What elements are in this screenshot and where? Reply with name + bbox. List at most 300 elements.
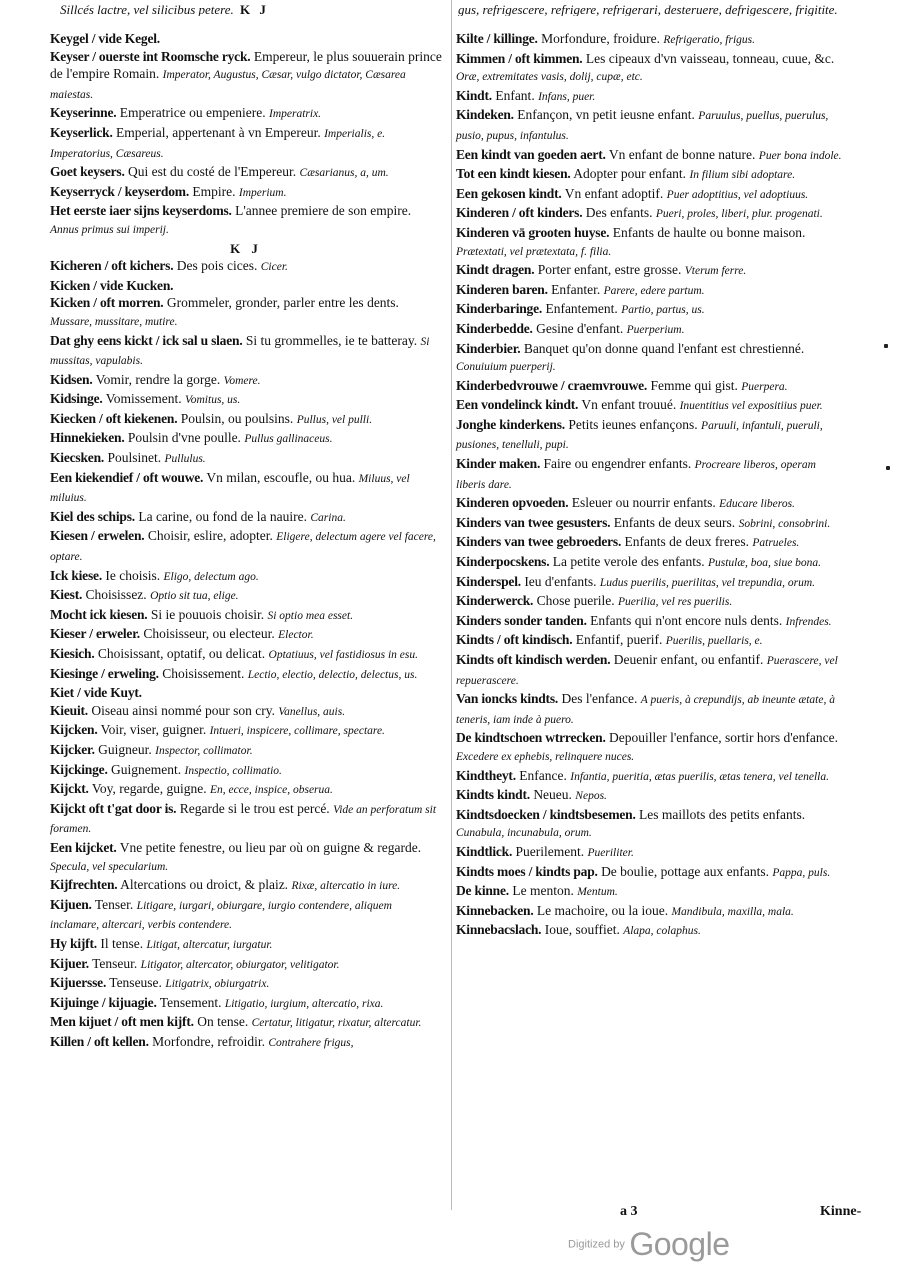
entry-headword: Kiel des schips. bbox=[50, 508, 135, 524]
entry-headword: Kijuen. bbox=[50, 896, 92, 912]
dictionary-entry bbox=[50, 741, 442, 761]
dictionary-entry bbox=[50, 625, 442, 645]
entry-french: Des pois cices. bbox=[176, 258, 258, 274]
entry-latin: Excedere ex ephebis, relinquere nuces. bbox=[456, 750, 635, 763]
entry-headword: Kinnebacken. bbox=[456, 902, 534, 918]
dictionary-entry bbox=[50, 994, 442, 1014]
dictionary-entry bbox=[456, 396, 848, 416]
dictionary-entry bbox=[456, 806, 848, 843]
entry-french: Emperatrice ou empeniere. bbox=[119, 105, 266, 121]
entry-latin: Puer adoptitius, vel adoptiuus. bbox=[666, 188, 809, 201]
entry-headword: Kinderen / oft kinders. bbox=[456, 205, 583, 221]
entry-headword: Keyserlick. bbox=[50, 124, 113, 140]
entry-french: Si ie pouuois choisir. bbox=[150, 606, 265, 622]
dictionary-entry bbox=[456, 882, 848, 902]
entry-headword: Kinderbedvrouwe / craemvrouwe. bbox=[456, 377, 648, 393]
dictionary-entry bbox=[456, 340, 848, 377]
entry-french: Le menton. bbox=[512, 883, 574, 899]
entry-headword: Een kindt van goeden aert. bbox=[456, 146, 606, 162]
dictionary-entry bbox=[50, 606, 442, 626]
entry-headword: Kinder maken. bbox=[456, 456, 541, 472]
entry-french: Femme qui gist. bbox=[650, 377, 738, 393]
entry-french: Enfantement. bbox=[545, 301, 618, 317]
dictionary-entry bbox=[50, 277, 442, 295]
entry-latin: Parere, edere partum. bbox=[603, 284, 705, 297]
entry-french: Porter enfant, estre grosse. bbox=[537, 262, 682, 278]
entry-latin: Cicer. bbox=[260, 261, 288, 274]
dictionary-entry bbox=[456, 261, 848, 281]
entry-headword: Kinderen opvoeden. bbox=[456, 495, 569, 511]
entry-french: Le machoire, ou la ioue. bbox=[536, 902, 669, 918]
entry-french: Poulsinet. bbox=[107, 450, 162, 466]
entry-latin: Certatur, litigatur, rixatur, altercatur. bbox=[251, 1017, 422, 1030]
entry-headword: Keyser / ouerste int Roomsche ryck. bbox=[50, 48, 251, 64]
dictionary-entry bbox=[456, 320, 848, 340]
entry-headword: Jonghe kinderkens. bbox=[456, 416, 565, 432]
entry-french: Grommeler, gronder, parler entre les dents. bbox=[166, 295, 399, 311]
entry-latin: Pueri, proles, liberi, plur. progenati. bbox=[655, 208, 823, 221]
entry-headword: Kilte / killinge. bbox=[456, 31, 538, 46]
dictionary-entry bbox=[50, 469, 442, 508]
entry-french: Guigneur. bbox=[98, 741, 152, 757]
entry-latin: Mentum. bbox=[577, 886, 618, 899]
dictionary-entry bbox=[50, 332, 442, 371]
entry-latin: Pustulæ, boa, siue bona. bbox=[707, 557, 822, 570]
entry-latin: Optatiuus, vel fastidiosus in esu. bbox=[268, 649, 419, 661]
entry-headword: Kijuinge / kijuagie. bbox=[50, 994, 157, 1010]
dictionary-entry bbox=[456, 106, 848, 145]
entry-latin: Pullulus. bbox=[164, 453, 206, 466]
entry-latin: Optio sit tua, elige. bbox=[150, 590, 239, 603]
entry-french: Petits ieunes enfançons. bbox=[568, 416, 698, 432]
entry-latin: Annus primus sui imperij. bbox=[50, 223, 169, 236]
entry-latin: Rixæ, altercatio in iure. bbox=[291, 880, 401, 893]
entry-french: Enfantif, puerif. bbox=[575, 632, 663, 648]
entry-french: Adopter pour enfant. bbox=[573, 166, 687, 182]
dictionary-entry bbox=[50, 202, 442, 239]
dictionary-entry bbox=[50, 163, 442, 183]
entry-latin: Puer bona indole. bbox=[758, 149, 842, 162]
entry-latin: Cunabula, incunabula, orum. bbox=[456, 827, 592, 840]
entry-headword: Kinderspel. bbox=[456, 573, 521, 589]
entry-latin: Vterum ferre. bbox=[684, 265, 747, 278]
entry-latin: Vomitus, us. bbox=[185, 394, 241, 407]
entry-french: Enfants de haulte ou bonne maison. bbox=[612, 224, 806, 240]
entry-latin: En, ecce, inspice, obserua. bbox=[209, 784, 333, 797]
entry-french: Chose puerile. bbox=[536, 593, 615, 609]
entry-latin: Infrendes. bbox=[785, 615, 832, 628]
entry-french: Depouiller l'enfance, sortir hors d'enfance. bbox=[609, 730, 839, 746]
entry-french: Tensement. bbox=[159, 994, 222, 1010]
entry-latin: Litigat, altercatur, iurgatur. bbox=[146, 938, 273, 951]
dictionary-entry bbox=[456, 377, 848, 397]
entry-latin: Lectio, electio, delectio, delectus, us. bbox=[247, 668, 418, 681]
dictionary-entry bbox=[50, 974, 442, 994]
dictionary-entry bbox=[50, 780, 442, 800]
entry-french: Vn enfant de bonne nature. bbox=[608, 146, 756, 162]
entry-headword: Kimmen / oft kimmen. bbox=[456, 50, 583, 66]
entry-french: Ieu d'enfants. bbox=[524, 573, 597, 589]
entry-headword: Kieuit. bbox=[50, 702, 88, 718]
entry-french: Enfance. bbox=[519, 767, 567, 783]
entry-latin: Imperialis, e. Imperatorius, Cæsareus. bbox=[50, 127, 386, 160]
dictionary-entry bbox=[456, 553, 848, 573]
entry-headword: Kindts oft kindisch werden. bbox=[456, 652, 611, 667]
entry-headword: Een gekosen kindt. bbox=[456, 185, 562, 201]
entry-headword: Kicheren / oft kichers. bbox=[50, 258, 174, 274]
entry-french: Choisissement. bbox=[162, 665, 245, 681]
entry-latin: Paruuli, infantuli, pueruli, pusiones, tenelluli, pupi. bbox=[456, 419, 823, 452]
entry-headword: Kinderen vā grooten huyse. bbox=[456, 224, 610, 240]
entry-latin: Contrahere frigus, bbox=[268, 1036, 354, 1049]
entry-french: Empire. bbox=[192, 183, 236, 199]
entry-headword: Kijcken. bbox=[50, 722, 98, 738]
entry-headword: Kiesich. bbox=[50, 646, 95, 661]
dictionary-entry bbox=[50, 702, 442, 722]
dictionary-entry bbox=[50, 896, 442, 935]
entry-latin: Eligo, delectum ago. bbox=[163, 570, 259, 583]
dictionary-entry bbox=[50, 410, 442, 430]
dictionary-entry bbox=[456, 921, 848, 941]
entry-latin: A pueris, à crepundijs, ab ineunte ætate, à teneris, iam inde à puero. bbox=[456, 694, 835, 726]
entry-latin: Ludus puerilis, puerilitas, vel trepundia, orum. bbox=[599, 576, 816, 589]
entry-latin: Litigatio, iurgium, altercatio, rixa. bbox=[224, 997, 384, 1010]
entry-latin: Conuiuium puerperij. bbox=[456, 361, 556, 374]
entry-latin: Prætextati, vel prætextata, f. filia. bbox=[456, 245, 612, 258]
dictionary-entry bbox=[50, 567, 442, 587]
dictionary-entry bbox=[456, 863, 848, 883]
dictionary-entry bbox=[50, 876, 442, 896]
dictionary-entry bbox=[50, 508, 442, 528]
entry-french: Altercations ou droict, & plaiz. bbox=[120, 877, 289, 893]
entry-headword: Kinderbedde. bbox=[456, 320, 533, 336]
entry-headword: Kindts kindt. bbox=[456, 787, 530, 803]
entry-french: Voir, viser, guigner. bbox=[100, 722, 207, 738]
entry-headword: Kijuer. bbox=[50, 955, 89, 971]
running-head-letters: K J bbox=[240, 2, 269, 16]
entry-french: Puerilement. bbox=[515, 843, 585, 859]
dictionary-entry bbox=[50, 839, 442, 876]
entry-french: Morfondre, refroidir. bbox=[152, 1033, 265, 1049]
entry-latin: Partio, partus, us. bbox=[621, 304, 705, 317]
entry-headword: Mocht ick kiesen. bbox=[50, 606, 148, 622]
entry-headword: Kindtlick. bbox=[456, 843, 513, 859]
dictionary-entry bbox=[50, 761, 442, 781]
entry-headword: Kijcker. bbox=[50, 741, 95, 757]
dictionary-entry bbox=[50, 586, 442, 606]
entry-french: Vomissement. bbox=[105, 391, 182, 407]
dictionary-entry bbox=[456, 843, 848, 863]
dictionary-entry bbox=[456, 87, 848, 107]
dictionary-entry bbox=[456, 185, 848, 205]
entry-latin: Alapa, colaphus. bbox=[623, 925, 701, 938]
entry-french: Enfants de deux seurs. bbox=[613, 514, 736, 530]
entry-headword: Killen / oft kellen. bbox=[50, 1033, 149, 1049]
dictionary-entry bbox=[456, 514, 848, 534]
entry-headword: Kidsen. bbox=[50, 371, 93, 387]
dictionary-entry bbox=[456, 767, 848, 787]
entry-headword: Van ioncks kindts. bbox=[456, 691, 559, 707]
entry-latin: Pullus gallinaceus. bbox=[244, 433, 333, 446]
dictionary-entry bbox=[456, 165, 848, 185]
watermark-brand: Google bbox=[629, 1226, 730, 1262]
entry-latin: Litigator, altercator, obiurgator, velitigator. bbox=[140, 958, 340, 971]
entry-latin: Vanellus, auis. bbox=[278, 705, 346, 718]
entry-headword: Tot een kindt kiesen. bbox=[456, 166, 571, 182]
entry-headword: De kindtschoen wtrrecken. bbox=[456, 730, 606, 746]
signature-mark: a 3 bbox=[620, 1204, 638, 1219]
entry-french: Banquet qu'on donne quand l'enfant est chrestienné. bbox=[523, 340, 805, 356]
entry-latin: Inspectio, collimatio. bbox=[184, 764, 282, 777]
entry-headword: Kiest. bbox=[50, 587, 83, 603]
dictionary-entry bbox=[50, 955, 442, 975]
entry-headword: Goet keysers. bbox=[50, 164, 125, 180]
entry-headword: Men kijuet / oft men kijft. bbox=[50, 1014, 194, 1030]
entry-headword: Kindtsdoecken / kindtsbesemen. bbox=[456, 806, 636, 822]
dictionary-entry bbox=[50, 721, 442, 741]
entry-headword: Kindeken. bbox=[456, 107, 514, 123]
entry-headword: Ick kiese. bbox=[50, 567, 103, 583]
dictionary-entry bbox=[456, 455, 848, 494]
entry-french: La petite verole des enfants. bbox=[552, 554, 705, 570]
dictionary-page bbox=[50, 0, 862, 1220]
dictionary-entry bbox=[456, 786, 848, 806]
ink-speck bbox=[886, 466, 890, 470]
left-column bbox=[50, 30, 442, 1052]
entry-latin: Inuentitius vel expositiius puer. bbox=[679, 400, 823, 413]
entry-french: Gesine d'enfant. bbox=[536, 320, 624, 336]
entry-headword: Hinnekieken. bbox=[50, 430, 125, 446]
dictionary-entry bbox=[50, 124, 442, 163]
dictionary-entry bbox=[50, 48, 442, 105]
entry-headword: Kijfrechten. bbox=[50, 877, 118, 893]
entry-headword: Een kijcket. bbox=[50, 839, 117, 855]
entry-headword: Kinders sonder tanden. bbox=[456, 612, 587, 628]
entry-latin: Imperium. bbox=[238, 186, 287, 199]
entry-french: Vne petite fenestre, ou lieu par où on guigne & regarde. bbox=[119, 839, 422, 855]
entry-headword: Keyserryck / keyserdom. bbox=[50, 183, 189, 199]
entry-french: Choisisseur, ou electeur. bbox=[143, 626, 275, 642]
entry-latin: Infantia, pueritia, ætas puerilis, ætas tenera, vel tenella. bbox=[570, 770, 829, 783]
entry-latin: Puerperium. bbox=[626, 323, 685, 336]
entry-latin: Refrigeratio, frigus. bbox=[663, 34, 756, 46]
dictionary-entry bbox=[456, 592, 848, 612]
dictionary-entry bbox=[50, 645, 442, 665]
entry-headword: Kieser / erweler. bbox=[50, 626, 140, 642]
entry-french: Emperial, appertenant à vn Empereur. bbox=[116, 124, 321, 140]
entry-latin: Mandibula, maxilla, mala. bbox=[671, 905, 794, 918]
dictionary-entry bbox=[456, 612, 848, 632]
dictionary-entry bbox=[50, 1013, 442, 1033]
dictionary-entry bbox=[50, 449, 442, 469]
dictionary-entry bbox=[50, 183, 442, 203]
dictionary-entry bbox=[456, 224, 848, 261]
entry-headword: Kindt. bbox=[456, 87, 492, 103]
entry-latin: Vide an perforatum sit foramen. bbox=[50, 803, 437, 836]
right-column bbox=[456, 30, 848, 941]
entry-french: Poulsin d'vne poulle. bbox=[127, 430, 241, 446]
entry-latin: Procreare liberos, operam liberis dare. bbox=[456, 459, 816, 491]
dictionary-entry bbox=[456, 631, 848, 651]
entry-latin: Inspector, collimator. bbox=[155, 744, 253, 757]
dictionary-entry bbox=[50, 935, 442, 955]
entry-latin: Mussare, mussitare, mutire. bbox=[50, 315, 178, 328]
entry-latin: Nepos. bbox=[575, 790, 607, 803]
entry-french: On tense. bbox=[197, 1014, 249, 1030]
dictionary-entry bbox=[50, 30, 442, 48]
entry-latin: Imperatrix. bbox=[268, 108, 322, 121]
dictionary-entry bbox=[50, 527, 442, 566]
entry-latin: Oræ, extremitates vasis, dolij, cupæ, etc. bbox=[456, 71, 643, 84]
entry-headword: Kinderbaringe. bbox=[456, 301, 543, 317]
entry-french: Esleuer ou nourrir enfants. bbox=[571, 495, 716, 511]
entry-latin: Imperator, Augustus, Cæsar, vulgo dictator, Cæsarea maiestas. bbox=[50, 69, 406, 101]
entry-french: Voy, regarde, guigne. bbox=[91, 781, 207, 797]
dictionary-entry bbox=[50, 684, 442, 702]
entry-french: Enfants de deux freres. bbox=[624, 534, 749, 550]
entry-latin: Puerpera. bbox=[741, 380, 788, 393]
entry-headword: Kinderen baren. bbox=[456, 281, 548, 297]
entry-latin: Paruulus, puellus, puerulus, pusio, pupus, infantulus. bbox=[456, 110, 829, 142]
entry-headword: Kindts moes / kindts pap. bbox=[456, 863, 598, 879]
entry-french: Poulsin, ou poulsins. bbox=[180, 410, 294, 426]
entry-french: Si tu grommelles, ie te batteray. bbox=[245, 332, 418, 348]
entry-latin: Pullus, vel pulli. bbox=[296, 413, 373, 426]
dictionary-entry bbox=[456, 533, 848, 553]
entry-french: Vomir, rendre la gorge. bbox=[95, 371, 221, 387]
entry-latin: Si optio mea esset. bbox=[267, 609, 354, 622]
entry-latin: Puerilia, vel res puerilis. bbox=[617, 596, 733, 609]
entry-headword: Een kiekendief / oft wouwe. bbox=[50, 469, 204, 485]
entry-french: Choisir, eslire, adopter. bbox=[147, 528, 273, 544]
entry-latin: Litigare, iurgari, obiurgare, iurgio contendere, aliquem inclamare, altercari, verbis contendere. bbox=[50, 899, 392, 932]
entry-french: Choisissez. bbox=[85, 587, 147, 603]
entry-headword: Kindt dragen. bbox=[456, 262, 535, 278]
entry-headword: Kiesen / erwelen. bbox=[50, 528, 145, 544]
entry-latin: Miluus, vel miluius. bbox=[50, 472, 410, 505]
entry-french: Enfanter. bbox=[551, 281, 601, 297]
entry-french: La carine, ou fond de la nauire. bbox=[138, 508, 307, 524]
entry-latin: Elector. bbox=[278, 629, 314, 642]
entry-french: Vn enfant trouué. bbox=[581, 397, 677, 413]
dictionary-entry bbox=[50, 429, 442, 449]
entry-french: Les maillots des petits enfants. bbox=[639, 806, 806, 822]
entry-headword: Kijckinge. bbox=[50, 761, 108, 777]
entry-french: Tenser. bbox=[94, 896, 134, 912]
entry-french: Ie choisis. bbox=[105, 567, 161, 583]
dictionary-entry bbox=[456, 300, 848, 320]
catchword: Kinne- bbox=[820, 1204, 862, 1219]
entry-headword: Kinnebacslach. bbox=[456, 922, 542, 938]
entry-headword: De kinne. bbox=[456, 883, 509, 899]
entry-french: Les cipeaux d'vn vaisseau, tonneau, cuue, &c. bbox=[585, 50, 835, 66]
entry-french: De boulie, pottage aux enfants. bbox=[601, 863, 770, 879]
entry-headword: Een vondelinck kindt. bbox=[456, 397, 579, 413]
entry-headword: Kinders van twee gesusters. bbox=[456, 514, 611, 530]
entry-headword: Kidsinge. bbox=[50, 391, 103, 407]
dictionary-entry bbox=[50, 257, 442, 277]
dictionary-entry bbox=[456, 30, 848, 50]
entry-headword: Kijuersse. bbox=[50, 975, 107, 991]
entry-headword: Kiecken / oft kiekenen. bbox=[50, 410, 178, 426]
entry-headword: Kicken / vide Kucken. bbox=[50, 277, 174, 293]
column-divider bbox=[451, 0, 452, 1210]
entry-headword: Kijckt. bbox=[50, 781, 89, 797]
entry-latin: Intueri, inspicere, collimare, spectare. bbox=[209, 725, 385, 738]
entry-french: Regarde si le trou est percé. bbox=[179, 800, 330, 816]
dictionary-entry bbox=[456, 281, 848, 301]
dictionary-entry bbox=[456, 729, 848, 766]
entry-french: Enfançon, vn petit ieusne enfant. bbox=[517, 107, 695, 123]
entry-latin: Infans, puer. bbox=[538, 90, 596, 103]
dictionary-entry bbox=[50, 104, 442, 124]
entry-headword: Kindtheyt. bbox=[456, 767, 516, 783]
entry-headword: Keyserinne. bbox=[50, 105, 117, 121]
entry-french: L'annee premiere de son empire. bbox=[235, 203, 412, 219]
dictionary-entry bbox=[50, 371, 442, 391]
entry-latin: Si mussitas, vapulabis. bbox=[50, 335, 430, 368]
entry-latin: Educare liberos. bbox=[719, 498, 795, 511]
entry-latin: Pappa, puls. bbox=[772, 866, 831, 879]
ink-speck bbox=[884, 344, 888, 348]
entry-headword: Kinders van twee gebroeders. bbox=[456, 534, 622, 550]
entry-latin: Puerascere, vel repuerascere. bbox=[456, 655, 838, 687]
entry-headword: Kicken / oft morren. bbox=[50, 295, 164, 311]
entry-french: Il tense. bbox=[100, 935, 144, 951]
entry-headword: Dat ghy eens kickt / ick sal u slaen. bbox=[50, 332, 243, 348]
entry-headword: Hy kijft. bbox=[50, 935, 97, 951]
digitized-watermark bbox=[568, 1226, 730, 1263]
entry-latin: Puerilis, puellaris, e. bbox=[665, 635, 763, 648]
entry-french: Morfondure, froidure. bbox=[541, 31, 660, 46]
running-head-right: gus, refrigescere, refrigere, refrigerari, desteruere, defrigescere, frigitite. bbox=[458, 2, 838, 16]
dictionary-entry bbox=[50, 665, 442, 685]
entry-latin: In filium sibi adoptare. bbox=[689, 169, 796, 182]
entry-latin: Eligere, delectum agere vel facere, optare. bbox=[50, 531, 436, 564]
dictionary-entry bbox=[456, 204, 848, 224]
dictionary-entry bbox=[456, 50, 848, 87]
entry-headword: Kiet / vide Kuyt. bbox=[50, 685, 142, 701]
entry-french: Enfants qui n'ont encore nuls dents. bbox=[590, 612, 783, 628]
entry-french: Empereur, le plus souuerain prince de l'empire Romain. bbox=[50, 48, 442, 82]
entry-french: Oiseau ainsi nommé pour son cry. bbox=[91, 702, 275, 718]
entry-french: Vn enfant adoptif. bbox=[564, 185, 664, 201]
dictionary-entry bbox=[456, 146, 848, 166]
dictionary-entry bbox=[456, 573, 848, 593]
entry-headword: Het eerste iaer sijns keyserdoms. bbox=[50, 203, 232, 219]
entry-latin: Cæsarianus, a, um. bbox=[299, 167, 389, 180]
entry-headword: Kindts / oft kindisch. bbox=[456, 632, 573, 648]
entry-french: Des enfants. bbox=[585, 205, 653, 221]
entry-french: Enfant. bbox=[495, 87, 535, 103]
entry-french: Qui est du costé de l'Empereur. bbox=[128, 164, 297, 180]
dictionary-entry bbox=[50, 294, 442, 331]
entry-headword: Keygel / vide Kegel. bbox=[50, 31, 160, 46]
dictionary-entry bbox=[50, 1033, 442, 1053]
entry-headword: Kijckt oft t'gat door is. bbox=[50, 800, 177, 816]
entry-latin: Sobrini, consobrini. bbox=[738, 517, 831, 530]
entry-french: Neueu. bbox=[533, 787, 572, 803]
running-head bbox=[50, 2, 850, 16]
entry-headword: Kinderpocskens. bbox=[456, 554, 550, 570]
watermark-prefix: Digitized by bbox=[568, 1238, 625, 1251]
dictionary-entry bbox=[456, 651, 848, 690]
entry-latin: Litigatrix, obiurgatrix. bbox=[165, 978, 270, 991]
dictionary-entry bbox=[456, 494, 848, 514]
entry-headword: Kinderwerck. bbox=[456, 593, 534, 609]
entry-latin: Specula, vel specularium. bbox=[50, 860, 169, 873]
entry-french: Tenseur. bbox=[92, 955, 138, 971]
